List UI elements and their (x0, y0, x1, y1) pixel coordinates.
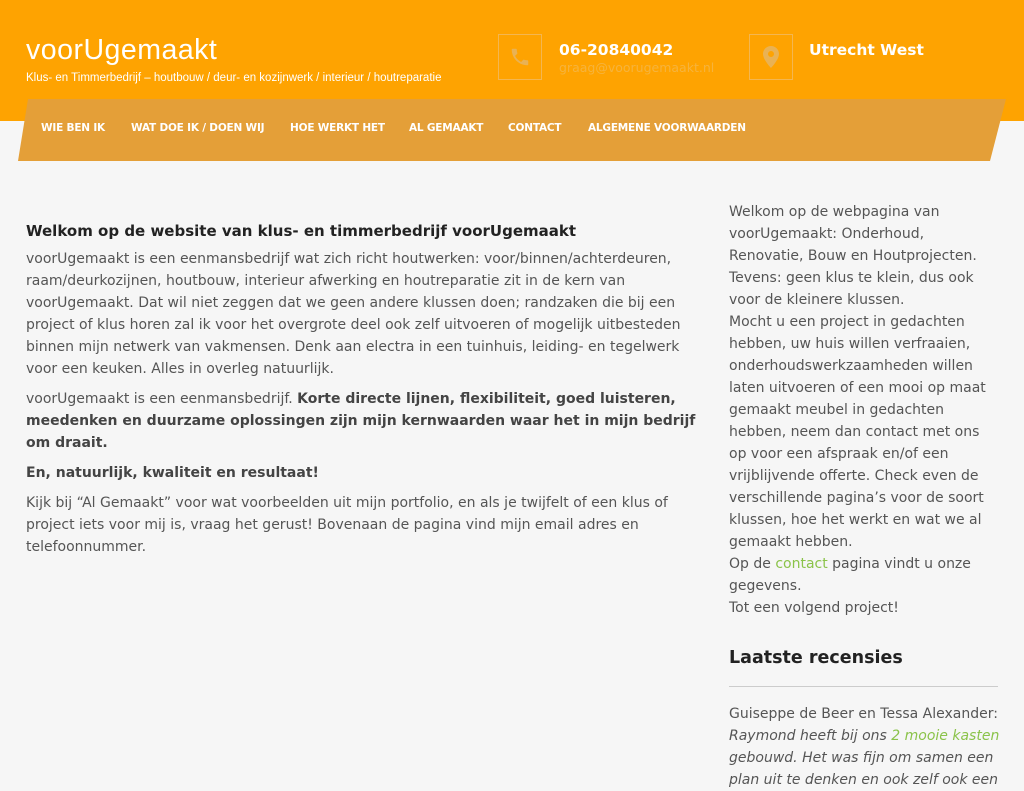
quality-bold: En, natuurlijk, kwaliteit en resultaat! (26, 465, 319, 481)
nav-item-algemene-voorwaarden[interactable]: ALGEMENE VOORWAARDEN (588, 122, 746, 134)
quality-paragraph (26, 462, 702, 484)
contact-line-pre: Op de (729, 556, 771, 572)
review-link[interactable]: 2 mooie kasten (891, 728, 1000, 744)
site-tagline: Klus- en Timmerbedrijf – houtbouw / deur- en kozijnwerk / interieur / houtreparatie (26, 72, 442, 84)
nav-item-wat-doe-ik[interactable]: WAT DOE IK / DOEN WIJ (131, 122, 265, 134)
nav-item-contact[interactable]: CONTACT (508, 122, 562, 134)
sidebar-contact-line (729, 553, 1001, 597)
nav-item-hoe-werkt-het[interactable]: HOE WERKT HET (290, 122, 385, 134)
values-paragraph (26, 388, 702, 454)
sidebar (729, 201, 1001, 791)
sidebar-intro: Welkom op de webpagina van voorUgemaakt: Onderhoud, Renovatie, Bouw en Houtprojecten. Tevens: geen klus te klein, dus ook voor de kleinere klussen. (729, 204, 977, 308)
location-icon-box (749, 34, 793, 80)
reviews-heading: Laatste recensies (729, 648, 903, 668)
contact-link[interactable]: contact (775, 556, 828, 572)
values-lead: voorUgemaakt is een eenmansbedrijf. (26, 391, 293, 407)
portfolio-paragraph: Kijk bij “Al Gemaakt” voor wat voorbeelden uit mijn portfolio, en als je twijfelt of een klus of project iets voor mij is, vraag het gerust! Bovenaan de pagina vind mijn email adres en telefoonnummer. (26, 495, 668, 555)
nav-item-wie-ben-ik[interactable]: WIE BEN IK (41, 122, 105, 134)
nav-item-al-gemaakt[interactable]: AL GEMAAKT (409, 122, 484, 134)
sidebar-closing: Tot een volgend project! (729, 600, 899, 616)
review-pre: Raymond heeft bij ons (729, 728, 887, 744)
map-pin-icon (761, 45, 781, 69)
review-text (729, 725, 1001, 791)
contact-line-post: pagina vindt u onze gegevens. (729, 556, 971, 594)
main-content (26, 222, 702, 566)
phone-icon-box (498, 34, 542, 80)
intro-paragraph: voorUgemaakt is een eenmansbedrijf wat zich richt houtwerken: voor/binnen/achterdeuren, raam/deurkozijnen, houtbouw, interieur afwerking en houtreparatie zit in de kern van voorUgemaakt. Dat wil niet zeggen dat we geen andere klussen doen; randzaken die bij een project of klus horen zal ik voor het overgrote deel ook zelf uitvoeren of mogelijk uitbesteden binnen mijn netwerk van vakmensen. Denk aan electra in een tuinhuis, leiding- en tegelwerk voor een keuken. Alles in overleg natuurlijk. (26, 251, 681, 377)
email-link[interactable]: graag@voorugemaakt.nl (559, 60, 715, 75)
main-heading: Welkom op de website van klus- en timmerbedrijf voorUgemaakt (26, 222, 577, 240)
review-author: Guiseppe de Beer en Tessa Alexander: (729, 706, 998, 722)
reviews-divider (729, 686, 998, 687)
site-title[interactable]: voorUgemaakt (26, 34, 218, 66)
phone-number[interactable]: 06-20840042 (559, 41, 674, 59)
sidebar-body: Mocht u een project in gedachten hebben, uw huis willen verfraaien, onderhoudswerkzaamheden willen laten uitvoeren of een mooi op maat gemaakt meubel in gedachten hebben, neem dan contact met ons op voor een afspraak en/of een vrijblijvende offerte. Check even de verschillende pagina’s voor de soort klussen, hoe het werkt en wat we al gemaakt hebben. (729, 314, 986, 550)
values-bold: Korte directe lijnen, flexibiliteit, goed luisteren, meedenken en duurzame oplossingen zijn mijn kernwaarden waar het in mijn bedrijf om draait. (26, 391, 696, 451)
location-label: Utrecht West (809, 41, 924, 59)
phone-icon (509, 46, 531, 68)
review-post: gebouwd. Het was fijn om samen een plan uit te denken en ook zelf ook een (729, 750, 998, 788)
